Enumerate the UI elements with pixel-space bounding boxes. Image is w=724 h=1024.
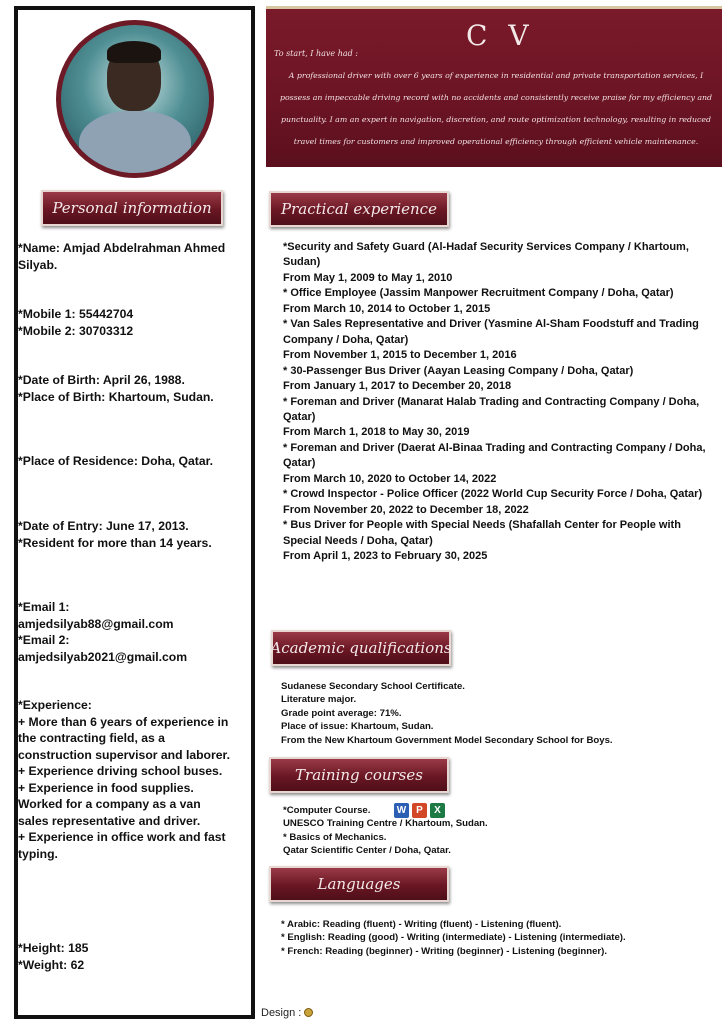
powerpoint-icon: P bbox=[412, 803, 427, 818]
section-tab-academic-qualifications: Academic qualifications bbox=[271, 630, 451, 666]
design-footer bbox=[261, 1007, 313, 1019]
personal-entry: *Date of Entry: June 17, 2013. *Resident for more than 14 years. bbox=[18, 519, 212, 550]
profile-photo bbox=[61, 25, 209, 173]
section-tab-languages: Languages bbox=[269, 866, 449, 902]
personal-residence: *Place of Residence: Doha, Qatar. bbox=[18, 454, 214, 468]
cv-intro-text: A professional driver with over 6 years of experience in residential and private transportation services, I possess an impeccable driving record with no accidents and consistently receive praise for my efficiency and punctuality. I am an expert in navigation, discretion, and route optimization technology, resulting in reduced travel times for customers and improved operational efficiency through efficient vehicle maintenance. bbox=[279, 71, 713, 146]
office-icons bbox=[394, 803, 445, 818]
cv-header-banner bbox=[266, 6, 722, 167]
personal-name: *Name: Amjad Abdelrahman Ahmed Silyab. bbox=[18, 241, 226, 272]
cv-intro-label: To start, I have had : bbox=[274, 49, 358, 58]
section-tab-personal-information: Personal information bbox=[41, 190, 223, 226]
profile-photo-frame bbox=[56, 20, 214, 178]
personal-mobiles: *Mobile 1: 55442704 *Mobile 2: 30703312 bbox=[18, 307, 134, 338]
designer-logo-icon bbox=[304, 1008, 313, 1017]
languages-details: * Arabic: Reading (fluent) - Writing (fluent) - Listening (fluent). * English: Reading (good) - Writing (intermediate) - Listening (intermediate). * French: Reading (beginner) - Writing (beginner) - Listening (beginner). bbox=[281, 919, 626, 957]
excel-icon: X bbox=[430, 803, 445, 818]
design-label: Design : bbox=[261, 1007, 302, 1019]
word-icon: W bbox=[394, 803, 409, 818]
personal-height-weight: *Height: 185 *Weight: 62 bbox=[18, 941, 89, 972]
section-tab-practical-experience: Practical experience bbox=[269, 191, 449, 227]
left-column bbox=[14, 6, 255, 1019]
section-tab-training-courses: Training courses bbox=[269, 757, 449, 793]
personal-birth: *Date of Birth: April 26, 1988. *Place of Birth: Khartoum, Sudan. bbox=[18, 373, 214, 404]
training-details: *Computer Course. UNESCO Training Centre / Khartoum, Sudan. * Basics of Mechanics. Qatar Scientific Center / Doha, Qatar. bbox=[283, 805, 488, 857]
personal-experience: *Experience: + More than 6 years of experience in the contracting field, as a construction supervisor and laborer. + Experience driving school buses. + Experience in food supplies. Worked for a company as a van sales representative and driver. + Experience in office work and fast typing. bbox=[18, 698, 230, 861]
personal-emails: *Email 1: amjedsilyab88@gmail.com *Email 2: amjedsilyab2021@gmail.com bbox=[18, 600, 188, 664]
cv-title: C V bbox=[466, 19, 535, 52]
academic-details: Sudanese Secondary School Certificate. Literature major. Grade point average: 71%. Place of issue: Khartoum, Sudan. From the New Khartoum Government Model Secondary School for Boys. bbox=[281, 681, 613, 746]
experience-list: *Security and Safety Guard (Al-Hadaf Security Services Company / Khartoum, Sudan) From May 1, 2009 to May 1, 2010 * Office Employee (Jassim Manpower Recruitment Company / Doha, Qatar) From March 10, 2014 to October 1, 2015 * Van Sales Representative and Driver (Yasmine Al-Sham Foodstuff and Trading Company / Doha, Qatar) From November 1, 2015 to December 1, 2016 * 30-Passenger Bus Driver (Aayan Leasing Company / Doha, Qatar) From January 1, 2017 to December 20, 2018 * Foreman and Driver (Manarat Halab Trading and Contracting Company / Doha, Qatar) From March 1, 2018 to May 30, 2019 * Foreman and Driver (Daerat Al-Binaa Trading and Contracting Company / Doha, Qatar) From March 10, 2020 to October 14, 2022 * Crowd Inspector - Police Officer (2022 World Cup Security Force / Doha, Qatar) From November 20, 2022 to December 18, 2022 * Bus Driver for People with Special Needs (Shafallah Center for People with Special Needs / Doha, Qatar) From April 1, 2023 to February 30, 2025 bbox=[283, 241, 706, 563]
